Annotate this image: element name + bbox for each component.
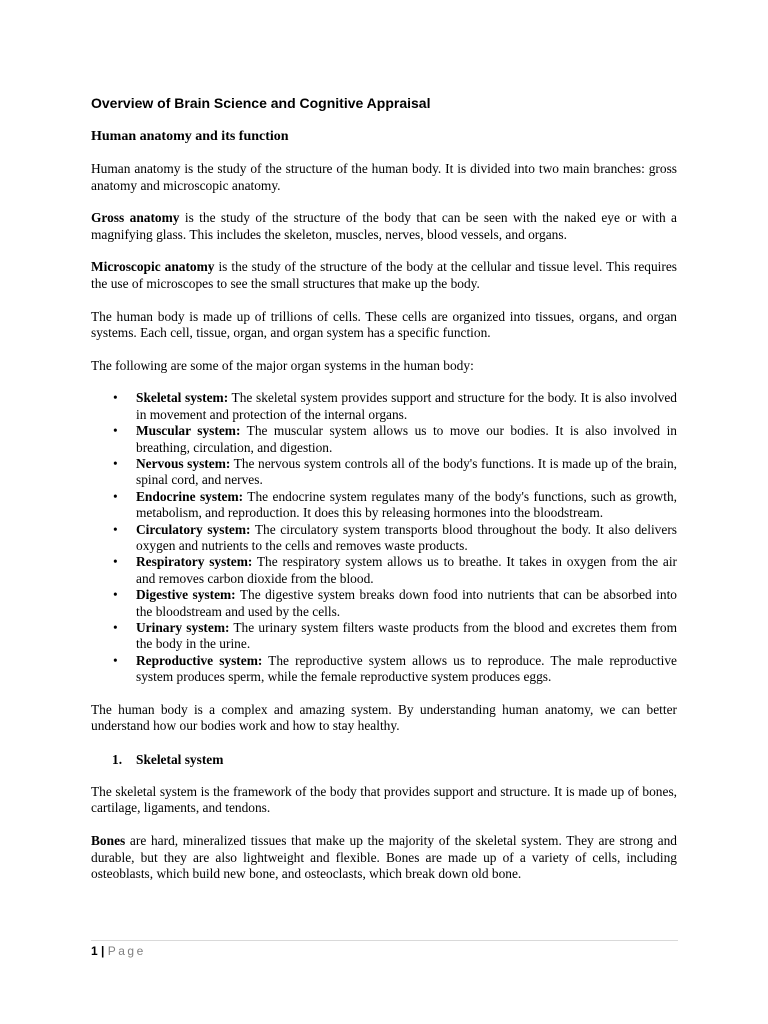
bullet-icon: • <box>113 521 118 537</box>
list-item-term: Circulatory system: <box>136 521 251 537</box>
list-item-text: The respiratory system allows us to breathe. It takes in oxygen from the air and removes carbon dioxide from the blood. <box>136 554 678 586</box>
section-heading: Human anatomy and its function <box>91 129 289 144</box>
list-item-term: Nervous system: <box>136 455 231 471</box>
list-item <box>91 489 677 522</box>
microscopic-anatomy-paragraph <box>91 259 677 292</box>
list-item <box>91 522 677 555</box>
bones-paragraph <box>91 833 677 883</box>
cells-paragraph: The human body is made up of trillions of cells. These cells are organized into tissues, organs, and organ systems. Each cell, tissue, organ, and organ system has a specific function. <box>91 308 677 341</box>
conclusion-paragraph: The human body is a complex and amazing system. By understanding human anatomy, we can better understand how our bodies work and how to stay healthy. <box>91 701 677 734</box>
list-item <box>91 390 677 423</box>
list-item <box>91 554 677 587</box>
bullet-icon: • <box>113 488 118 504</box>
page-content <box>91 94 677 899</box>
document-title: Overview of Brain Science and Cognitive Appraisal <box>91 95 431 111</box>
bullet-icon: • <box>113 620 118 636</box>
page-separator: | <box>101 944 105 958</box>
list-item-text: The endocrine system regulates many of the body's functions, such as growth, metabolism, and reproduction. It does this by releasing hormones into the bloodstream. <box>136 488 677 521</box>
list-item-term: Respiratory system: <box>136 554 253 570</box>
organ-systems-list <box>91 390 677 685</box>
list-item <box>91 653 677 686</box>
microscopic-anatomy-text: is the study of the structure of the body at the cellular and tissue level. This requires the use of microscopes to see the small structures that make up the body. <box>91 259 677 291</box>
page-number: 1 <box>91 944 98 958</box>
footer-divider <box>91 940 678 941</box>
list-item-term: Skeletal system: <box>136 390 229 406</box>
gross-anatomy-term: Gross anatomy <box>91 210 180 226</box>
bones-text: are hard, mineralized tissues that make up the majority of the skeletal system. They are strong and durable, but they are also lightweight and flexible. Bones are made up of a variety of cells, including osteoblasts, which build new bone, and osteoclasts, which break down old bone. <box>91 833 677 882</box>
page-footer <box>91 944 146 958</box>
bullet-icon: • <box>113 587 118 603</box>
list-item-term: Endocrine system: <box>136 488 244 504</box>
page-label: Page <box>107 944 146 958</box>
list-item-term: Muscular system: <box>136 423 241 439</box>
list-item-text: The nervous system controls all of the body's functions. It is made up of the brain, spinal cord, and nerves. <box>136 455 677 488</box>
microscopic-anatomy-term: Microscopic anatomy <box>91 259 215 275</box>
list-item-term: Digestive system: <box>136 587 236 603</box>
list-intro-paragraph: The following are some of the major organ systems in the human body: <box>91 357 474 373</box>
list-item-text: The skeletal system provides support and structure for the body. It is also involved in movement and protection of the internal organs. <box>136 390 678 422</box>
list-item-text: The digestive system breaks down food into nutrients that can be absorbed into the bloodstream and used by the cells. <box>136 587 677 619</box>
list-item-term: Urinary system: <box>136 620 230 636</box>
list-item <box>91 620 677 653</box>
skeletal-system-heading <box>91 751 677 768</box>
bullet-icon: • <box>113 423 118 439</box>
section-title: Skeletal system <box>136 751 224 767</box>
gross-anatomy-text: is the study of the structure of the body that can be seen with the naked eye or with a magnifying glass. This includes the skeleton, muscles, nerves, blood vessels, and organs. <box>91 210 677 242</box>
bullet-icon: • <box>113 390 118 406</box>
list-item <box>91 423 677 456</box>
intro-paragraph: Human anatomy is the study of the structure of the human body. It is divided into two main branches: gross anatomy and microscopic anatomy. <box>91 161 677 193</box>
bullet-icon: • <box>113 455 118 471</box>
list-item-text: The urinary system filters waste products from the blood and excretes them from the body in the urine. <box>136 620 677 652</box>
list-item-text: The muscular system allows us to move our bodies. It is also involved in breathing, circulation, and digestion. <box>136 423 678 455</box>
list-item-term: Reproductive system: <box>136 652 263 668</box>
bullet-icon: • <box>113 554 118 570</box>
bones-term: Bones <box>91 833 126 849</box>
list-item-text: The circulatory system transports blood throughout the body. It also delivers oxygen and nutrients to the cells and removes waste products. <box>136 521 677 553</box>
list-item-text: The reproductive system allows us to reproduce. The male reproductive system produces sperm, while the female reproductive system produces eggs. <box>136 652 677 685</box>
gross-anatomy-paragraph <box>91 210 677 243</box>
section-number: 1. <box>112 751 123 767</box>
list-item <box>91 587 677 620</box>
bullet-icon: • <box>113 652 118 668</box>
list-item <box>91 456 677 489</box>
skeletal-system-paragraph: The skeletal system is the framework of the body that provides support and structure. It is made up of bones, cartilage, ligaments, and tendons. <box>91 783 677 816</box>
